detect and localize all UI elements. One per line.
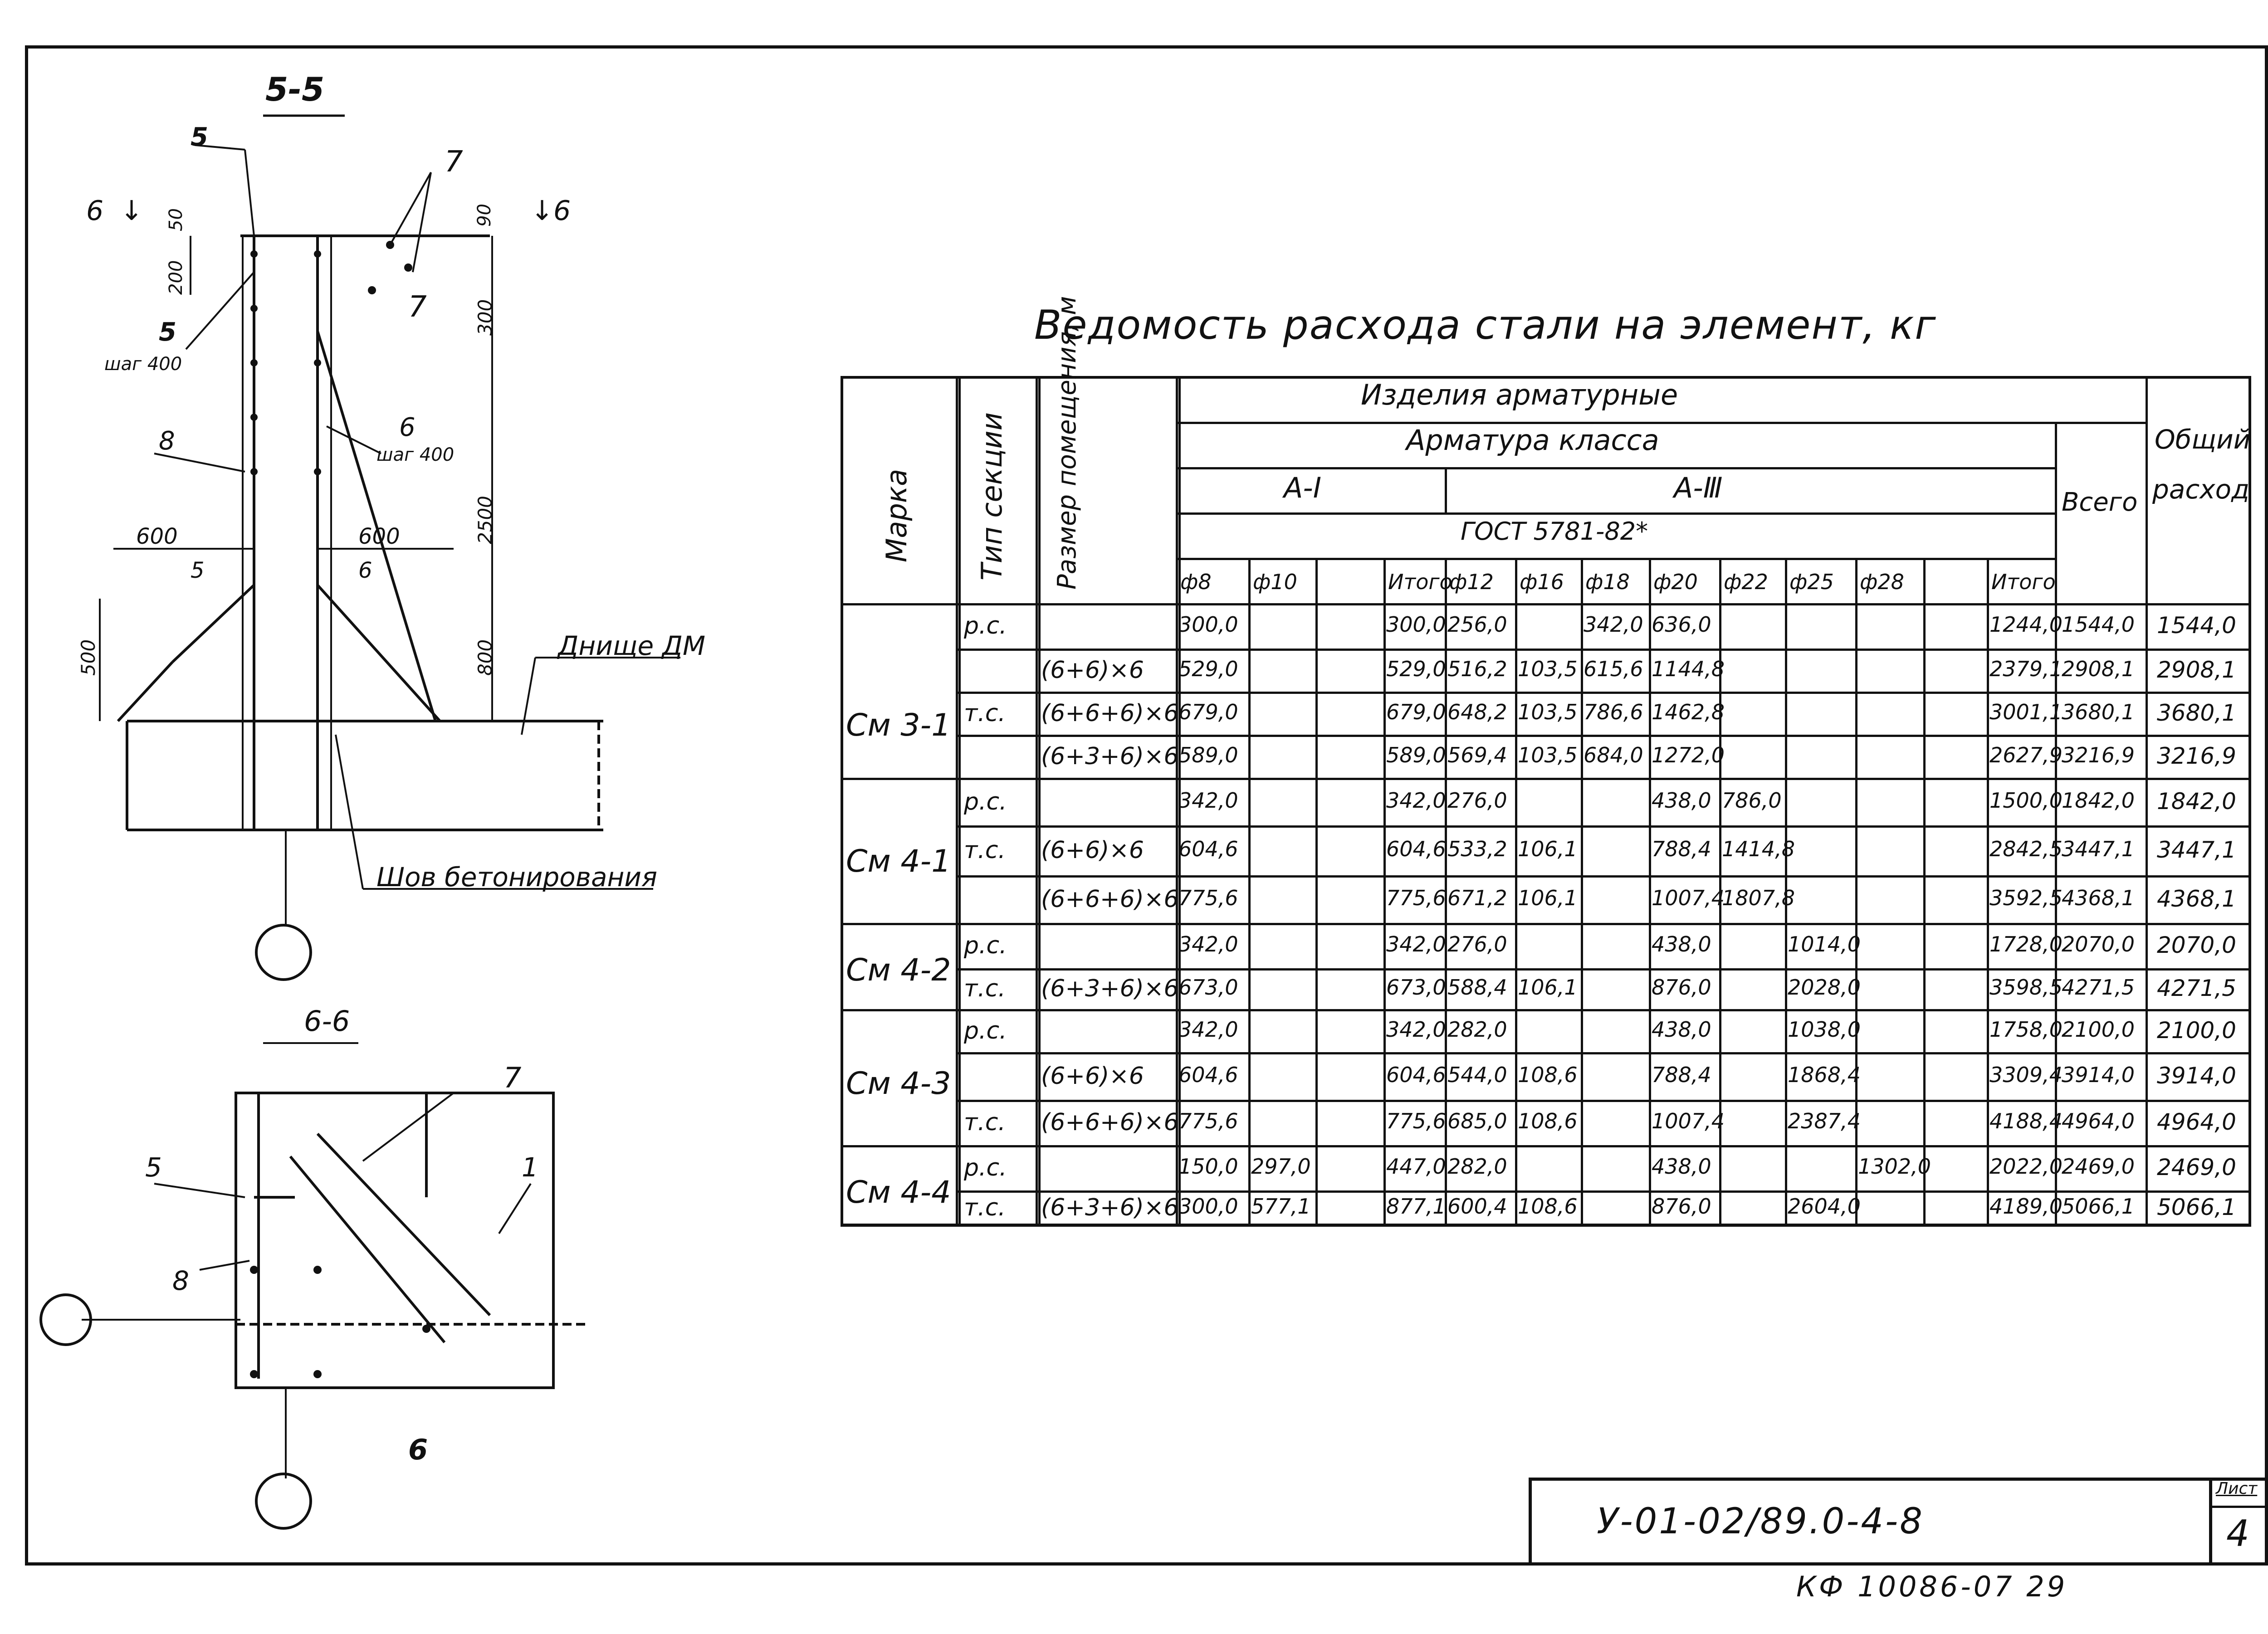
cell-value: 2022,0 bbox=[1989, 1154, 2063, 1179]
cell-room-size: (6+6+6)×6 bbox=[1041, 1109, 1179, 1136]
cell-mark: См 4-2 bbox=[846, 952, 951, 988]
cell-value: 516,2 bbox=[1447, 656, 1507, 681]
mark-8: 8 bbox=[159, 426, 175, 456]
vline bbox=[1445, 467, 1447, 512]
sheet-box-divider bbox=[2212, 1506, 2268, 1508]
label-bottom-slab: Днище ДМ bbox=[558, 630, 706, 661]
cell-value: 615,6 bbox=[1584, 656, 1643, 681]
cut-mark-right: 6 bbox=[553, 195, 571, 227]
hline bbox=[1176, 512, 2055, 515]
col-header: ф25 bbox=[1789, 570, 1834, 594]
cell-value: 684,0 bbox=[1584, 742, 1643, 767]
section-5-5-label: 5-5 bbox=[265, 70, 325, 108]
col-header: ф10 bbox=[1253, 570, 1297, 594]
cell-total: 4964,0 bbox=[2062, 1109, 2135, 1133]
cell-total: 3216,9 bbox=[2062, 742, 2135, 767]
cell-value: 150,0 bbox=[1178, 1154, 1238, 1179]
cell-mark: См 4-1 bbox=[846, 844, 951, 879]
cell-value: 604,6 bbox=[1386, 1062, 1446, 1087]
cell-value: 775,6 bbox=[1386, 1109, 1446, 1133]
cell-value: 589,0 bbox=[1178, 742, 1238, 767]
document-code: У-01-02/89.0-4-8 bbox=[1597, 1501, 1924, 1542]
cell-mark: См 4-3 bbox=[846, 1066, 951, 1102]
cell-value: 282,0 bbox=[1447, 1154, 1507, 1179]
cut-mark-left: 6 bbox=[86, 195, 104, 227]
hline bbox=[1176, 422, 2146, 424]
dim-2500: 2500 bbox=[474, 496, 496, 544]
cell-value: 533,2 bbox=[1447, 837, 1507, 861]
cell-value: 604,6 bbox=[1178, 837, 1238, 861]
cell-value: 438,0 bbox=[1652, 932, 1711, 956]
cell-value: 438,0 bbox=[1652, 788, 1711, 813]
cell-value: 673,0 bbox=[1178, 975, 1238, 1000]
vline bbox=[956, 376, 958, 1224]
sheet-label: Лист bbox=[2216, 1479, 2258, 1498]
cell-value: 673,0 bbox=[1386, 975, 1446, 1000]
s66-mark-8: 8 bbox=[172, 1265, 189, 1296]
cell-total: 2469,0 bbox=[2062, 1154, 2135, 1179]
col-header: ф28 bbox=[1860, 570, 1904, 594]
cell-value: 1007,4 bbox=[1652, 885, 1725, 910]
cell-overall: 2100,0 bbox=[2157, 1017, 2236, 1044]
cell-section-type: т.с. bbox=[964, 699, 1006, 727]
cell-section-type: р.с. bbox=[964, 932, 1007, 959]
vline bbox=[1315, 558, 1318, 1224]
cell-value: 103,5 bbox=[1518, 699, 1578, 724]
col-header: ф16 bbox=[1520, 570, 1564, 594]
cell-value: 3001,1 bbox=[1989, 699, 2063, 724]
mark-5-step: 5 bbox=[159, 317, 176, 347]
cell-value: 544,0 bbox=[1447, 1062, 1507, 1087]
cell-value: 775,6 bbox=[1178, 885, 1238, 910]
cell-value: 1244,0 bbox=[1989, 612, 2063, 637]
cell-value: 106,1 bbox=[1518, 975, 1578, 1000]
cell-section-type: р.с. bbox=[964, 788, 1007, 815]
vline bbox=[2055, 422, 2057, 1224]
cell-total: 3680,1 bbox=[2062, 699, 2135, 724]
cell-value: 1462,8 bbox=[1652, 699, 1725, 724]
cell-value: 1007,4 bbox=[1652, 1109, 1725, 1133]
cell-room-size: (6+3+6)×6 bbox=[1041, 742, 1179, 770]
cell-value: 529,0 bbox=[1178, 656, 1238, 681]
col-header: Итого bbox=[1991, 570, 2056, 594]
cell-room-size: (6+6)×6 bbox=[1041, 1062, 1144, 1090]
cell-overall: 2469,0 bbox=[2157, 1154, 2236, 1180]
s66-mark-1: 1 bbox=[522, 1152, 538, 1183]
cell-value: 106,1 bbox=[1518, 885, 1578, 910]
dim-600-left: 600 bbox=[136, 524, 178, 549]
col-header: ф18 bbox=[1585, 570, 1630, 594]
cell-overall: 4368,1 bbox=[2157, 885, 2236, 912]
cell-value: 604,6 bbox=[1386, 837, 1446, 861]
vline bbox=[1649, 558, 1651, 1224]
label-concreting-joint: Шов бетонирования bbox=[376, 862, 657, 893]
cell-value: 256,0 bbox=[1447, 612, 1507, 637]
cut-arrow-right-icon: ↓ bbox=[531, 195, 554, 227]
cell-value: 788,4 bbox=[1652, 1062, 1711, 1087]
cell-section-type: т.с. bbox=[964, 1109, 1006, 1136]
step-400-label: шаг 400 bbox=[104, 354, 182, 375]
mark-7-mid: 7 bbox=[408, 290, 427, 324]
cell-overall: 2070,0 bbox=[2157, 932, 2236, 958]
cell-value: 788,4 bbox=[1652, 837, 1711, 861]
cell-value: 1758,0 bbox=[1989, 1017, 2063, 1042]
dim-800: 800 bbox=[474, 639, 496, 676]
cell-value: 1144,8 bbox=[1652, 656, 1725, 681]
vline bbox=[1987, 558, 1989, 1224]
col-header: Итого bbox=[1388, 570, 1452, 594]
cell-room-size: (6+6)×6 bbox=[1041, 837, 1144, 864]
cell-value: 108,6 bbox=[1518, 1194, 1578, 1219]
cell-value: 342,0 bbox=[1178, 932, 1238, 956]
cell-value: 569,4 bbox=[1447, 742, 1507, 767]
col-header: ф12 bbox=[1449, 570, 1494, 594]
cell-total: 2100,0 bbox=[2062, 1017, 2135, 1042]
cell-value: 1272,0 bbox=[1652, 742, 1725, 767]
cell-overall: 1842,0 bbox=[2157, 788, 2236, 815]
cell-value: 108,6 bbox=[1518, 1062, 1578, 1087]
cell-value: 786,6 bbox=[1584, 699, 1643, 724]
hline bbox=[841, 778, 2251, 780]
cell-value: 636,0 bbox=[1652, 612, 1711, 637]
cell-section-type: р.с. bbox=[964, 1017, 1007, 1044]
hline bbox=[841, 1224, 2251, 1227]
header-class-a1: А-I bbox=[1284, 471, 1322, 504]
cell-mark: См 3-1 bbox=[846, 707, 951, 743]
s66-mark-5: 5 bbox=[145, 1152, 162, 1183]
cell-value: 604,6 bbox=[1178, 1062, 1238, 1087]
cell-value: 103,5 bbox=[1518, 742, 1578, 767]
cell-overall: 3216,9 bbox=[2157, 742, 2236, 769]
cell-value: 876,0 bbox=[1652, 1194, 1711, 1219]
cell-value: 1414,8 bbox=[1722, 837, 1795, 861]
hline bbox=[841, 1009, 2251, 1011]
cell-value: 1014,0 bbox=[1788, 932, 1861, 956]
dim-500: 500 bbox=[77, 639, 99, 676]
mark-6: 6 bbox=[399, 413, 415, 442]
header-overall: Общий bbox=[2155, 424, 2251, 455]
cell-value: 589,0 bbox=[1386, 742, 1446, 767]
vline bbox=[1176, 376, 1178, 1224]
sheet-number: 4 bbox=[2226, 1512, 2249, 1555]
dim-90: 90 bbox=[474, 204, 495, 227]
s66-mark-7: 7 bbox=[503, 1061, 522, 1094]
cell-value: 679,0 bbox=[1386, 699, 1446, 724]
cut-arrow-left-icon: ↓ bbox=[120, 195, 143, 227]
cell-value: 775,6 bbox=[1386, 885, 1446, 910]
cell-value: 447,0 bbox=[1386, 1154, 1446, 1179]
cell-total: 2908,1 bbox=[2062, 656, 2135, 681]
vline bbox=[1581, 558, 1583, 1224]
col-header: ф20 bbox=[1653, 570, 1698, 594]
cell-value: 1302,0 bbox=[1858, 1154, 1931, 1179]
cell-room-size: (6+6)×6 bbox=[1041, 656, 1144, 684]
cell-value: 1500,0 bbox=[1989, 788, 2063, 813]
cell-value: 671,2 bbox=[1447, 885, 1507, 910]
hline bbox=[841, 923, 2251, 925]
vline bbox=[2146, 376, 2148, 1224]
cell-value: 108,6 bbox=[1518, 1109, 1578, 1133]
col-header: ф22 bbox=[1724, 570, 1768, 594]
step-400-label-b: шаг 400 bbox=[376, 444, 455, 465]
cell-total: 3914,0 bbox=[2062, 1062, 2135, 1087]
cell-value: 300,0 bbox=[1386, 612, 1446, 637]
cell-total: 3447,1 bbox=[2062, 837, 2135, 861]
cell-value: 648,2 bbox=[1447, 699, 1507, 724]
cell-value: 2387,4 bbox=[1788, 1109, 1861, 1133]
cell-overall: 3447,1 bbox=[2157, 837, 2236, 863]
header-consumption: расход bbox=[2152, 474, 2250, 505]
cell-value: 3592,5 bbox=[1989, 885, 2063, 910]
cell-value: 438,0 bbox=[1652, 1017, 1711, 1042]
cell-value: 300,0 bbox=[1178, 1194, 1238, 1219]
header-marka: Марка bbox=[880, 468, 913, 562]
cell-overall: 1544,0 bbox=[2157, 612, 2236, 639]
cell-value: 342,0 bbox=[1178, 1017, 1238, 1042]
cell-total: 4271,5 bbox=[2062, 975, 2135, 1000]
s66-mark-6: 6 bbox=[408, 1433, 428, 1466]
dim-50: 50 bbox=[166, 208, 186, 231]
cell-value: 2028,0 bbox=[1788, 975, 1861, 1000]
header-class-a3: А-Ⅲ bbox=[1674, 471, 1723, 504]
header-gost: ГОСТ 5781-82* bbox=[1461, 517, 1648, 546]
cell-room-size: (6+6+6)×6 bbox=[1041, 699, 1179, 727]
cell-value: 103,5 bbox=[1518, 656, 1578, 681]
dim-600-right: 600 bbox=[358, 524, 400, 549]
cell-value: 1038,0 bbox=[1788, 1017, 1861, 1042]
cell-value: 588,4 bbox=[1447, 975, 1507, 1000]
cell-section-type: т.с. bbox=[964, 837, 1006, 864]
cell-value: 2379,1 bbox=[1989, 656, 2063, 681]
cell-total: 5066,1 bbox=[2062, 1194, 2135, 1219]
cell-value: 876,0 bbox=[1652, 975, 1711, 1000]
cell-value: 342,0 bbox=[1386, 932, 1446, 956]
hline bbox=[841, 1145, 2251, 1147]
cell-value: 877,1 bbox=[1386, 1194, 1446, 1219]
cell-total: 1544,0 bbox=[2062, 612, 2135, 637]
header-section-type: Тип секции bbox=[975, 412, 1008, 580]
cell-mark: См 4-4 bbox=[846, 1175, 951, 1210]
cell-value: 600,4 bbox=[1447, 1194, 1507, 1219]
vline bbox=[1923, 558, 1926, 1224]
cell-overall: 5066,1 bbox=[2157, 1194, 2236, 1220]
cell-value: 577,1 bbox=[1251, 1194, 1311, 1219]
cell-section-type: р.с. bbox=[964, 612, 1007, 639]
mark-5-top: 5 bbox=[191, 122, 208, 152]
cell-value: 2627,9 bbox=[1989, 742, 2063, 767]
cell-total: 4368,1 bbox=[2062, 885, 2135, 910]
cell-value: 342,0 bbox=[1386, 1017, 1446, 1042]
vline bbox=[1248, 558, 1251, 1224]
cell-overall: 2908,1 bbox=[2157, 656, 2236, 683]
stamp-number: КФ 10086-07 29 bbox=[1796, 1570, 2068, 1603]
cell-value: 3598,5 bbox=[1989, 975, 2063, 1000]
col-header: ф8 bbox=[1180, 570, 1212, 594]
cell-value: 1807,8 bbox=[1722, 885, 1795, 910]
cell-value: 282,0 bbox=[1447, 1017, 1507, 1042]
cell-value: 342,0 bbox=[1386, 788, 1446, 813]
mark-7-top: 7 bbox=[445, 145, 463, 179]
cell-room-size: (6+3+6)×6 bbox=[1041, 975, 1179, 1002]
header-rebar-class: Арматура класса bbox=[1406, 424, 1659, 457]
vline bbox=[1036, 376, 1038, 1224]
cell-value: 3309,4 bbox=[1989, 1062, 2063, 1087]
mark-5-haunch: 5 bbox=[191, 558, 205, 583]
cell-total: 2070,0 bbox=[2062, 932, 2135, 956]
dim-200: 200 bbox=[166, 260, 186, 295]
cell-room-size: (6+6+6)×6 bbox=[1041, 885, 1179, 913]
cell-value: 1728,0 bbox=[1989, 932, 2063, 956]
cell-value: 106,1 bbox=[1518, 837, 1578, 861]
header-total: Всего bbox=[2062, 488, 2138, 517]
cell-value: 276,0 bbox=[1447, 788, 1507, 813]
cell-overall: 3680,1 bbox=[2157, 699, 2236, 726]
cell-section-type: т.с. bbox=[964, 1194, 1006, 1221]
cell-value: 679,0 bbox=[1178, 699, 1238, 724]
dim-300: 300 bbox=[474, 299, 496, 336]
cell-value: 4188,4 bbox=[1989, 1109, 2063, 1133]
cell-value: 300,0 bbox=[1178, 612, 1238, 637]
cell-overall: 4271,5 bbox=[2157, 975, 2236, 1001]
hline bbox=[841, 603, 2251, 605]
cell-overall: 4964,0 bbox=[2157, 1109, 2236, 1135]
cell-value: 276,0 bbox=[1447, 932, 1507, 956]
cell-value: 2842,5 bbox=[1989, 837, 2063, 861]
cell-value: 786,0 bbox=[1722, 788, 1782, 813]
cell-value: 2604,0 bbox=[1788, 1194, 1861, 1219]
cell-room-size: (6+3+6)×6 bbox=[1041, 1194, 1179, 1221]
cell-section-type: т.с. bbox=[964, 975, 1006, 1002]
section-6-6-label: 6-6 bbox=[304, 1005, 350, 1038]
header-rebar-products: Изделия арматурные bbox=[1361, 378, 1678, 411]
vline bbox=[1383, 558, 1386, 1224]
cell-value: 529,0 bbox=[1386, 656, 1446, 681]
cell-section-type: р.с. bbox=[964, 1154, 1007, 1181]
cell-value: 342,0 bbox=[1178, 788, 1238, 813]
cell-total: 1842,0 bbox=[2062, 788, 2135, 813]
cell-value: 775,6 bbox=[1178, 1109, 1238, 1133]
cell-value: 1868,4 bbox=[1788, 1062, 1861, 1087]
cell-value: 297,0 bbox=[1251, 1154, 1311, 1179]
cell-value: 4189,0 bbox=[1989, 1194, 2063, 1219]
hline bbox=[1176, 467, 2055, 469]
cell-value: 685,0 bbox=[1447, 1109, 1507, 1133]
table-title: Ведомость расхода стали на элемент, кг bbox=[1034, 302, 1937, 348]
cell-value: 342,0 bbox=[1584, 612, 1643, 637]
vline bbox=[1515, 558, 1517, 1224]
cell-value: 438,0 bbox=[1652, 1154, 1711, 1179]
mark-6-haunch: 6 bbox=[358, 558, 372, 583]
header-room-size: Размер помещения, м bbox=[1052, 296, 1082, 590]
cell-overall: 3914,0 bbox=[2157, 1062, 2236, 1089]
